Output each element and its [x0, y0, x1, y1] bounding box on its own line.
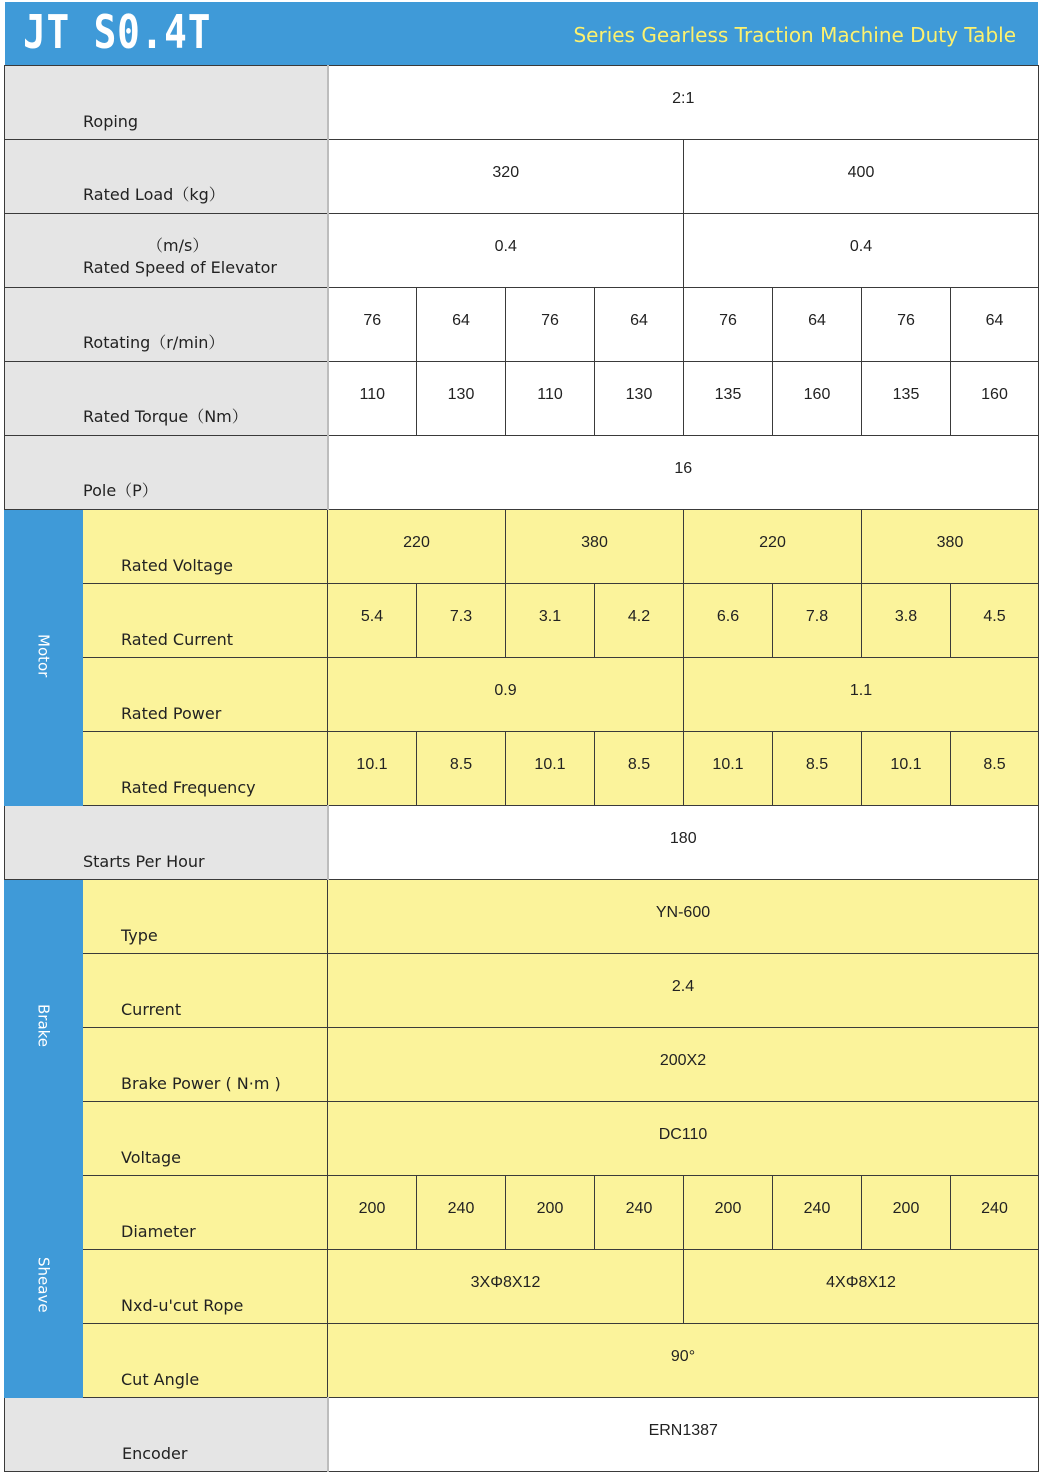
- value-cell: 10.1: [890, 755, 922, 773]
- value-cell: 8.5: [627, 755, 651, 773]
- row-label: Rotating（r/min）: [5, 288, 328, 362]
- value-cell: 220: [403, 533, 430, 551]
- row-label: Rated Frequency: [83, 732, 328, 806]
- value-cell: 240: [803, 1199, 831, 1217]
- value-cell: 4.5: [983, 607, 1006, 625]
- row-label: [5, 214, 328, 288]
- group-motor: Motor: [5, 510, 83, 806]
- row-brake-type: [5, 880, 1039, 954]
- value-cell: 2:1: [672, 89, 695, 107]
- value-cell: 200: [536, 1199, 564, 1217]
- value-cell: 64: [452, 311, 470, 329]
- value-cell: 160: [981, 385, 1008, 403]
- row-label: Starts Per Hour: [5, 806, 328, 880]
- value-cell: 7.3: [449, 607, 473, 625]
- value-cell: 90°: [670, 1347, 696, 1365]
- row-rated-frequency: [5, 732, 1039, 806]
- row-label-text: Rated Speed of Elevator: [83, 258, 277, 277]
- group-brake: Brake: [5, 880, 83, 1176]
- value-cell: 200X2: [659, 1051, 707, 1069]
- value-cell: 135: [892, 385, 920, 403]
- value-cell: 1.1: [849, 681, 873, 699]
- row-label: Rated Power: [83, 658, 328, 732]
- value-cell: 3.1: [538, 607, 562, 625]
- value-cell: 240: [981, 1199, 1008, 1217]
- duty-table: [4, 65, 1039, 1472]
- row-label: Rated Current: [83, 584, 328, 658]
- row-cut-rope: [5, 1250, 1039, 1324]
- value-cell: 76: [363, 311, 382, 329]
- value-cell: ERN1387: [648, 1421, 718, 1439]
- row-label-unit: （m/s）: [147, 236, 209, 255]
- row-cut-angle: [5, 1324, 1039, 1398]
- row-encoder: [5, 1398, 1039, 1472]
- value-cell: 320: [492, 163, 520, 181]
- header-bar: [5, 2, 1038, 65]
- value-cell: 380: [581, 533, 608, 551]
- row-label: Rated Load（kg）: [5, 140, 328, 214]
- row-brake-voltage: [5, 1102, 1039, 1176]
- row-rated-torque: [5, 362, 1039, 436]
- value-cell: 76: [541, 311, 559, 329]
- row-label: Encoder: [5, 1398, 328, 1472]
- value-cell: 200: [714, 1199, 742, 1217]
- value-cell: 64: [985, 311, 1004, 329]
- value-cell: 2.4: [671, 977, 695, 995]
- row-label: Type: [83, 880, 328, 954]
- value-cell: 76: [719, 311, 737, 329]
- row-rated-load: [5, 140, 1039, 214]
- row-label: Cut Angle: [83, 1324, 328, 1398]
- row-label: Roping: [5, 66, 328, 140]
- value-cell: 200: [892, 1199, 920, 1217]
- value-cell: 8.5: [983, 755, 1006, 773]
- value-cell: 110: [359, 385, 385, 403]
- value-cell: DC110: [658, 1125, 708, 1143]
- value-cell: 64: [808, 311, 826, 329]
- value-cell: 180: [669, 829, 697, 847]
- value-cell: 5.4: [360, 607, 384, 625]
- value-cell: 76: [897, 311, 915, 329]
- row-roping: [5, 66, 1039, 140]
- value-cell: YN-600: [655, 903, 711, 921]
- row-label: Rated Voltage: [83, 510, 328, 584]
- value-cell: 220: [759, 533, 786, 551]
- row-diameter: [5, 1176, 1039, 1250]
- value-cell: 380: [936, 533, 964, 551]
- value-cell: 240: [447, 1199, 475, 1217]
- value-cell: 10.1: [712, 755, 744, 773]
- model-title: JT S0.4T: [23, 5, 212, 59]
- row-rated-current: [5, 584, 1039, 658]
- value-cell: 130: [625, 385, 653, 403]
- row-starts-per-hour: [5, 806, 1039, 880]
- value-cell: 6.6: [716, 607, 740, 625]
- value-cell: 160: [803, 385, 831, 403]
- value-cell: 64: [630, 311, 648, 329]
- row-label: Current: [83, 954, 328, 1028]
- table-subtitle: Series Gearless Traction Machine Duty Table: [573, 23, 1016, 47]
- row-label: Rated Torque（Nm）: [5, 362, 328, 436]
- row-label: Nxd-u'cut Rope: [83, 1250, 328, 1324]
- row-rated-power: [5, 658, 1039, 732]
- value-cell: 0.4: [849, 237, 873, 255]
- group-sheave: Sheave: [5, 1176, 83, 1398]
- value-cell: 200: [358, 1199, 386, 1217]
- value-cell: 240: [625, 1199, 653, 1217]
- value-cell: 10.1: [356, 755, 388, 773]
- value-cell: 135: [714, 385, 742, 403]
- value-cell: 4.2: [627, 607, 651, 625]
- row-label: Brake Power ( N·m ): [83, 1028, 328, 1102]
- row-rotating: [5, 288, 1039, 362]
- value-cell: 8.5: [449, 755, 473, 773]
- value-cell: 16: [674, 459, 693, 477]
- row-label: Diameter: [83, 1176, 328, 1250]
- row-pole: [5, 436, 1039, 510]
- value-cell: 10.1: [534, 755, 566, 773]
- row-label: Pole（P）: [5, 436, 328, 510]
- row-rated-speed: [5, 214, 1039, 288]
- value-cell: 7.8: [805, 607, 829, 625]
- value-cell: 8.5: [805, 755, 829, 773]
- value-cell: 3.8: [894, 607, 918, 625]
- value-cell: 0.4: [494, 237, 517, 255]
- value-cell: 3XΦ8X12: [470, 1273, 541, 1291]
- value-cell: 110: [537, 385, 563, 403]
- value-cell: 130: [447, 385, 475, 403]
- value-cell: 4XΦ8X12: [826, 1273, 896, 1291]
- row-brake-current: [5, 954, 1039, 1028]
- value-cell: 0.9: [494, 681, 517, 699]
- row-rated-voltage: [5, 510, 1039, 584]
- row-brake-power: [5, 1028, 1039, 1102]
- row-label: Voltage: [83, 1102, 328, 1176]
- value-cell: 400: [847, 163, 875, 181]
